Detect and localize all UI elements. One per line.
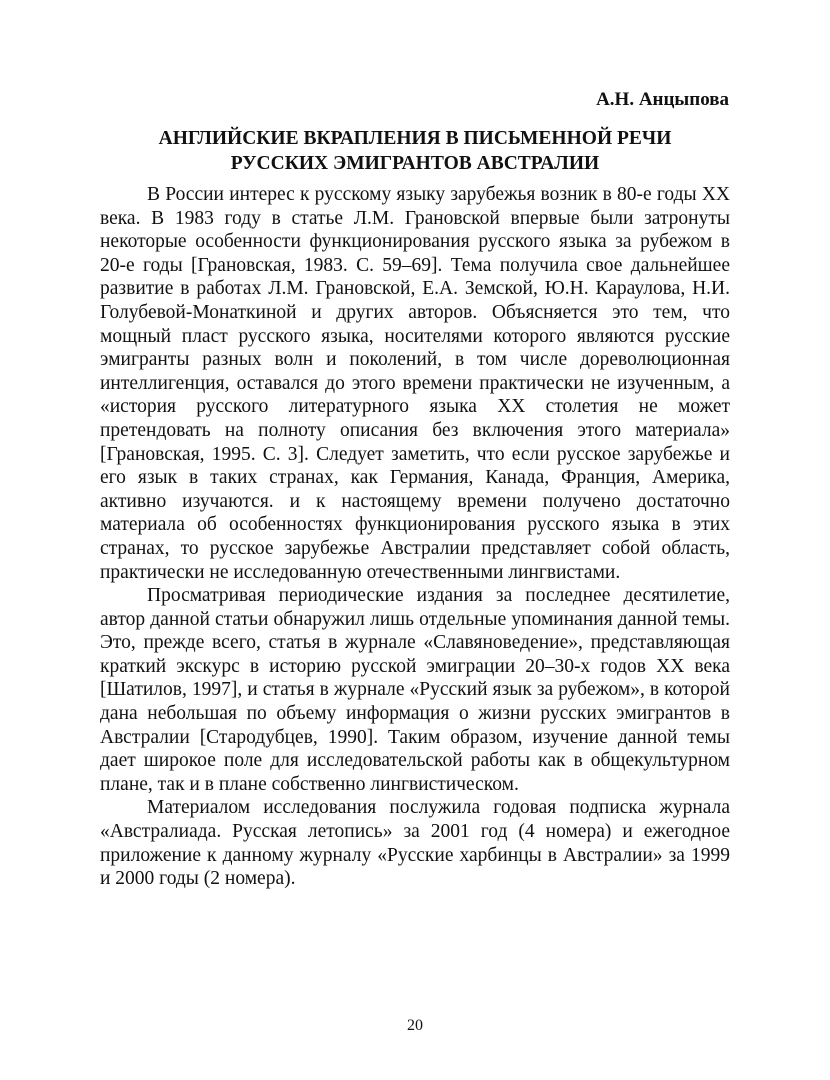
article-body: [100, 183, 730, 891]
article-title-line-1: АНГЛИЙСКИЕ ВКРАПЛЕНИЯ В ПИСЬМЕННОЙ РЕЧИ: [158, 128, 672, 149]
author-name: А.Н. Анцыпова: [596, 89, 729, 110]
paragraph: Материалом исследования послужила годовая подписка журнала «Австралиада. Русская летопись» за 2001 год (4 номера) и ежегодное приложение к данному журналу «Русские харбинцы в Австралии» за 1999 и 2000 годы (2 номера).: [100, 797, 730, 890]
article-title: [100, 126, 730, 176]
paragraph: Просматривая периодические издания за последнее десятилетие, автор данной статьи обнаружил лишь отдельные упоминания данной темы. Это, прежде всего, статья в журнале «Славяноведение», представляющая краткий экскурс в историю русской эмиграции 20–30-х годов ХХ века [Шатилов, 1997], и статья в журнале «Русский язык за рубежом», в которой дана небольшая по объему информация о жизни русских эмигрантов в Австралии [Стародубцев, 1990]. Таким образом, изучение данной темы дает широкое поле для исследовательской работы как в общекультурном плане, так и в плане собственно лингвистическом.: [100, 585, 730, 795]
article-title-line-2: РУССКИХ ЭМИГРАНТОВ АВСТРАЛИИ: [230, 153, 600, 174]
paragraph: В России интерес к русскому языку зарубежья возник в 80-е годы ХХ века. В 1983 году в статье Л.М. Грановской впервые были затронуты некоторые особенности функционирования русского языка за рубежом в 20-е годы [Грановская, 1983. С. 59–69]. Тема получила свое дальнейшее развитие в работах Л.М. Грановской, Е.А. Земской, Ю.Н. Караулова, Н.И. Голубевой-Монаткиной и других авторов. Объясняется это тем, что мощный пласт русского языка, носителями которого являются русские эмигранты разных волн и поколений, в том числе дореволюционная интеллигенция, оставался до этого времени практически не изученным, а «история русского литературного языка ХХ столетия не может претендовать на полноту описания без включения этого материала» [Грановская, 1995. С. 3]. Следует заметить, что если русское зарубежье и его язык в таких странах, как Германия, Канада, Франция, Америка, активно изучаются. и к настоящему времени получено достаточно материала об особенностях функционирования русского языка в этих странах, то русское зарубежье Австралии представляет собой область, практически не исследованную отечественными лингвистами.: [100, 184, 730, 583]
page-number: 20: [407, 1017, 423, 1034]
